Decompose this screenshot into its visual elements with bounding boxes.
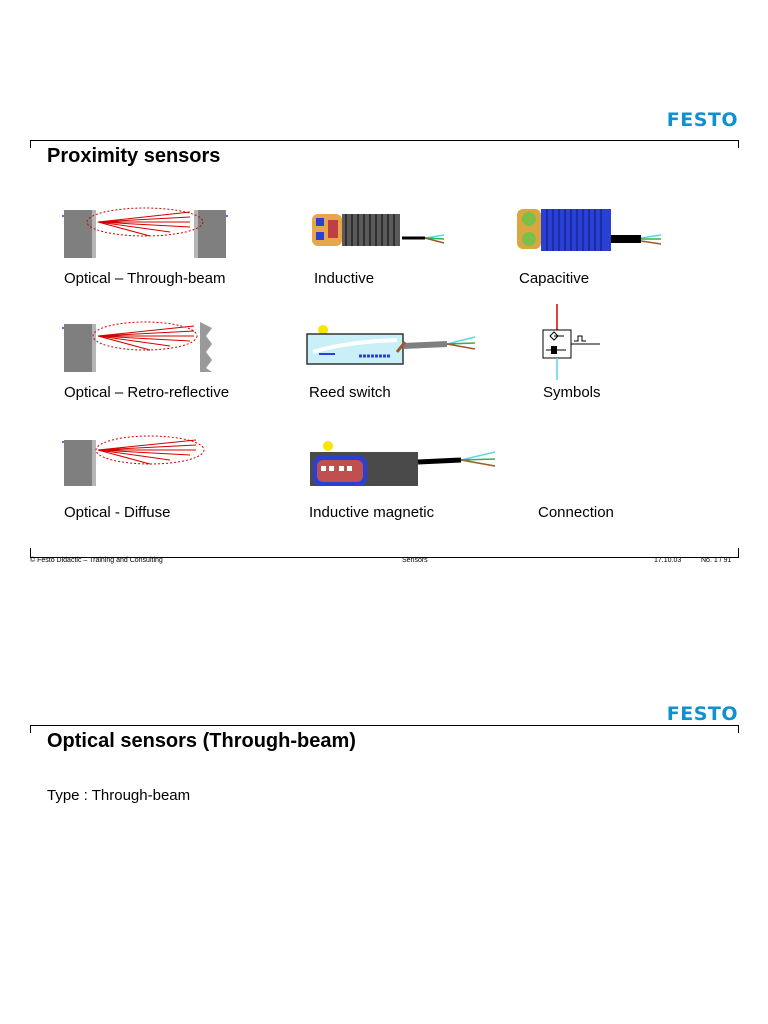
caption-inductive: Inductive bbox=[314, 270, 375, 287]
retro-reflective-sensor-image bbox=[60, 314, 220, 381]
diffuse-sensor-image bbox=[60, 428, 210, 495]
reed-switch-sensor-image bbox=[305, 322, 480, 375]
slide-title: Proximity sensors bbox=[47, 145, 221, 167]
caption-retro-reflective: Optical – Retro-reflective bbox=[64, 384, 230, 401]
caption-capacitive: Capacitive bbox=[519, 270, 590, 287]
caption-inductive-magnetic: Inductive magnetic bbox=[309, 504, 435, 521]
caption-diffuse: Optical - Diffuse bbox=[64, 504, 171, 521]
slide-title: Optical sensors (Through-beam) bbox=[47, 730, 356, 752]
festo-logo: FESTO bbox=[666, 703, 738, 725]
footer-page-number: No. 1 / 91 bbox=[701, 557, 732, 564]
footer-copyright: © Festo Didactic – Training and Consulting bbox=[30, 557, 163, 564]
footer-section: Sensors bbox=[402, 557, 428, 564]
slide-frame-bottom bbox=[30, 545, 739, 555]
capacitive-sensor-image bbox=[515, 205, 665, 260]
inductive-magnetic-sensor-image bbox=[305, 438, 500, 495]
slide-optical-sensors bbox=[0, 690, 768, 1024]
caption-reed-switch: Reed switch bbox=[309, 384, 391, 401]
sensor-type-line: Type : Through-beam bbox=[47, 787, 191, 804]
through-beam-sensor-image bbox=[60, 200, 232, 267]
sensor-symbol-image bbox=[540, 302, 605, 385]
caption-connection: Connection bbox=[538, 504, 614, 521]
festo-logo: FESTO bbox=[666, 109, 738, 131]
inductive-sensor-image bbox=[310, 210, 450, 255]
caption-symbols: Symbols bbox=[543, 384, 601, 401]
caption-through-beam: Optical – Through-beam bbox=[64, 270, 226, 287]
footer-date: 17.10.03 bbox=[654, 557, 682, 564]
